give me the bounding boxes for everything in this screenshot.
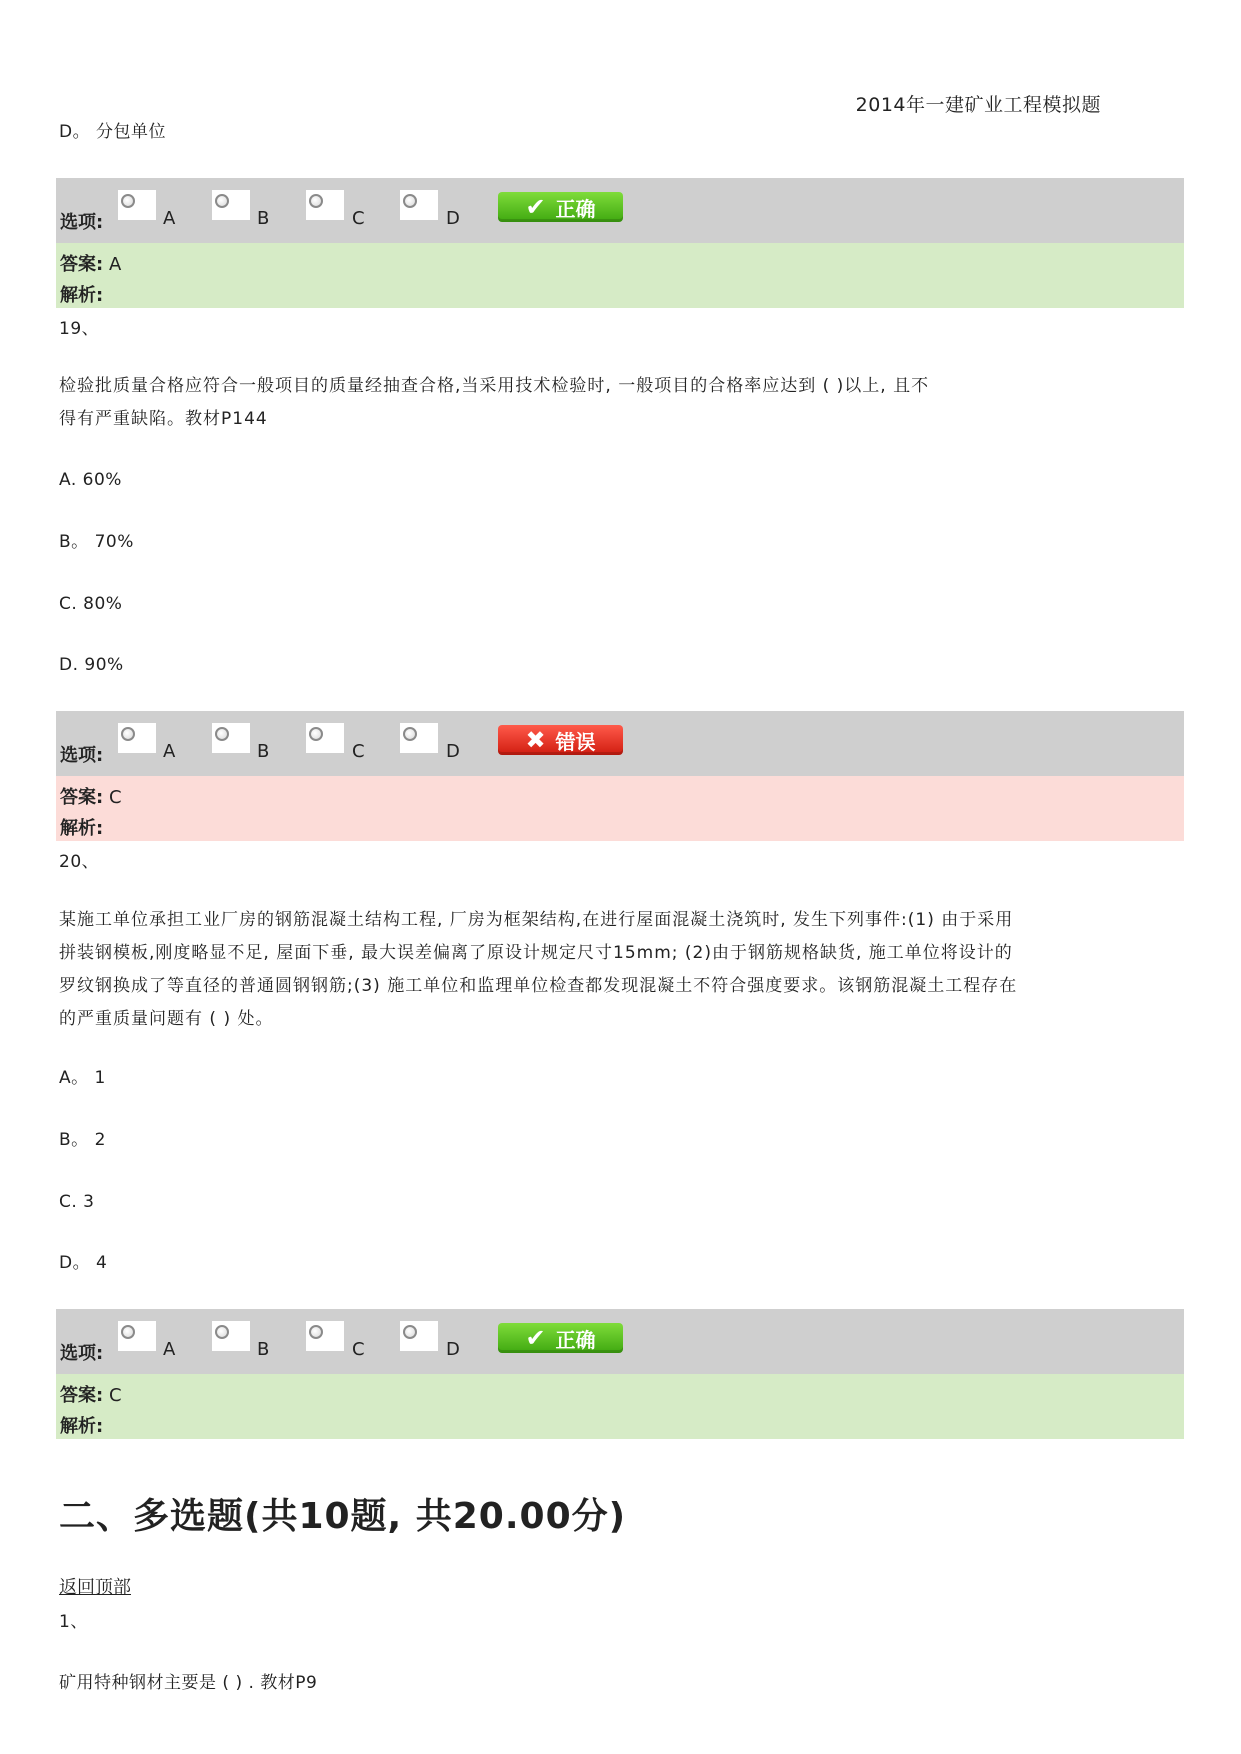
option-label: 选项: xyxy=(60,212,104,233)
radio-circle-icon xyxy=(403,727,417,741)
result-wrong-badge xyxy=(498,725,623,755)
analysis-line xyxy=(60,281,103,307)
analysis-label: 解析: xyxy=(60,1416,104,1437)
question-number: 19、 xyxy=(59,319,100,339)
analysis-label: 解析: xyxy=(60,285,104,306)
question-text-line: 得有严重缺陷。教材P144 xyxy=(59,409,268,429)
question-text-line: 罗纹钢换成了等直径的普通圆钢钢筋;(3) 施工单位和监理单位检查都发现混凝土不符合强度要求。该钢筋混凝土工程存在 xyxy=(59,976,1018,996)
prev-question-option-d: D。 分包单位 xyxy=(59,122,166,142)
question-option-d: D。 4 xyxy=(59,1253,108,1273)
radio-c[interactable] xyxy=(306,1321,344,1351)
question-text-line: 的严重质量问题有 ( ) 处。 xyxy=(59,1009,274,1029)
radio-circle-icon xyxy=(215,194,229,208)
radio-c[interactable] xyxy=(306,190,344,220)
radio-circle-icon xyxy=(403,194,417,208)
question-number: 20、 xyxy=(59,852,100,872)
radio-circle-icon xyxy=(121,727,135,741)
radio-circle-icon xyxy=(309,194,323,208)
question-text-line: 拼装钢模板,刚度略显不足, 屋面下垂, 最大误差偏离了原设计规定尺寸15mm; (2)由于钢筋规格缺货, 施工单位将设计的 xyxy=(59,943,1013,963)
question-text-line: 检验批质量合格应符合一般项目的质量经抽查合格,当采用技术检验时, 一般项目的合格率应达到 ( )以上, 且不 xyxy=(59,376,930,396)
radio-letter-b: B xyxy=(257,208,270,229)
radio-letter-c: C xyxy=(352,208,365,229)
checkmark-icon: ✔ xyxy=(525,193,546,221)
radio-letter-c: C xyxy=(352,741,365,762)
question-option-b: B。 2 xyxy=(59,1130,106,1150)
question-option-d: D. 90% xyxy=(59,655,124,675)
radio-a[interactable] xyxy=(118,190,156,220)
result-label: 正确 xyxy=(555,1327,596,1352)
radio-circle-icon xyxy=(403,1325,417,1339)
answer-line xyxy=(60,1381,122,1407)
radio-b[interactable] xyxy=(212,723,250,753)
checkmark-icon: ✔ xyxy=(525,1324,546,1352)
question-option-a: A。 1 xyxy=(59,1068,106,1088)
analysis-line xyxy=(60,1412,103,1438)
section-title: 二、多选题(共10题, 共20.00分) xyxy=(59,1496,627,1537)
radio-d[interactable] xyxy=(400,723,438,753)
answer-block-1 xyxy=(56,243,1184,308)
question-option-b: B。 70% xyxy=(59,532,134,552)
option-label: 选项: xyxy=(60,1343,104,1364)
radio-circle-icon xyxy=(215,1325,229,1339)
radio-a[interactable] xyxy=(118,723,156,753)
radio-a[interactable] xyxy=(118,1321,156,1351)
radio-circle-icon xyxy=(121,1325,135,1339)
answer-line xyxy=(60,783,122,809)
radio-letter-b: B xyxy=(257,1339,270,1360)
answer-label: 答案: xyxy=(60,787,104,808)
question-option-c: C. 80% xyxy=(59,594,123,614)
answer-label: 答案: xyxy=(60,254,104,275)
question-text-line: 某施工单位承担工业厂房的钢筋混凝土结构工程, 厂房为框架结构,在进行屋面混凝土浇筑时, 发生下列事件:(1) 由于采用 xyxy=(59,910,1014,930)
question-number: 1、 xyxy=(59,1612,88,1632)
answer-value: A xyxy=(108,254,122,275)
radio-circle-icon xyxy=(309,727,323,741)
radio-circle-icon xyxy=(215,727,229,741)
question-text-line: 矿用特种钢材主要是 ( ) . 教材P9 xyxy=(59,1673,318,1693)
result-label: 错误 xyxy=(555,729,596,754)
cross-icon: ✖ xyxy=(525,726,546,754)
radio-d[interactable] xyxy=(400,1321,438,1351)
radio-d[interactable] xyxy=(400,190,438,220)
radio-letter-d: D xyxy=(446,1339,460,1360)
option-label: 选项: xyxy=(60,745,104,766)
answer-line xyxy=(60,250,121,276)
answer-value: C xyxy=(108,1385,122,1406)
option-bar-1 xyxy=(56,178,1184,243)
option-bar-2 xyxy=(56,711,1184,776)
result-label: 正确 xyxy=(555,196,596,221)
answer-label: 答案: xyxy=(60,1385,104,1406)
answer-block-3 xyxy=(56,1374,1184,1439)
question-option-a: A. 60% xyxy=(59,470,122,490)
analysis-line xyxy=(60,814,103,840)
question-option-c: C. 3 xyxy=(59,1192,95,1212)
result-correct-badge xyxy=(498,1323,623,1353)
result-correct-badge xyxy=(498,192,623,222)
answer-block-2 xyxy=(56,776,1184,841)
document-header-title: 2014年一建矿业工程模拟题 xyxy=(855,94,1101,116)
radio-circle-icon xyxy=(121,194,135,208)
radio-letter-d: D xyxy=(446,741,460,762)
radio-c[interactable] xyxy=(306,723,344,753)
radio-letter-a: A xyxy=(163,741,176,762)
option-bar-3 xyxy=(56,1309,1184,1374)
radio-b[interactable] xyxy=(212,190,250,220)
back-to-top-link[interactable]: 返回顶部 xyxy=(59,1577,131,1598)
radio-circle-icon xyxy=(309,1325,323,1339)
radio-letter-b: B xyxy=(257,741,270,762)
radio-letter-a: A xyxy=(163,1339,176,1360)
radio-letter-d: D xyxy=(446,208,460,229)
radio-letter-a: A xyxy=(163,208,176,229)
radio-letter-c: C xyxy=(352,1339,365,1360)
radio-b[interactable] xyxy=(212,1321,250,1351)
answer-value: C xyxy=(108,787,122,808)
analysis-label: 解析: xyxy=(60,818,104,839)
